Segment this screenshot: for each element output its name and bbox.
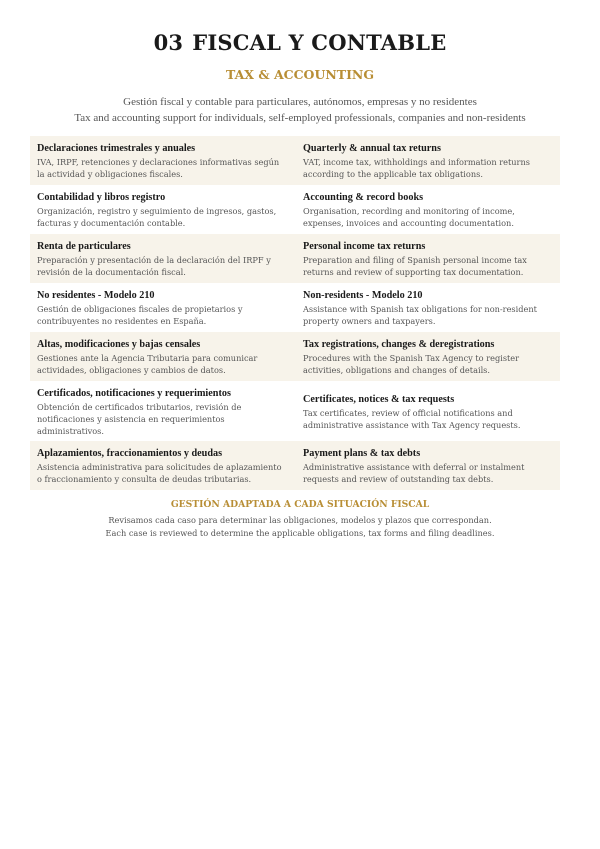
service-title-en: Tax registrations, changes & deregistrations [303,339,495,350]
section-subtitle: TAX & ACCOUNTING [225,67,375,82]
service-desc-es: Obtención de certificados tributarios, revisión de notificaciones y asistencia en requerimientos administrativos. [37,402,242,436]
service-cell-es [30,240,295,283]
service-desc-en: VAT, income tax, withholdings and information returns according to the applicable tax obligations. [303,157,530,179]
service-desc-es: IVA, IRPF, retenciones y declaraciones informativas según la actividad y obligaciones fiscales. [37,157,280,179]
intro-spanish: Gestión fiscal y contable para particulares, autónomos, empresas y no residentes [123,96,477,108]
service-cell-en [295,240,560,283]
service-title-en: Quarterly & annual tax returns [303,143,441,154]
service-title-es: Renta de particulares [37,241,131,252]
service-cell-es [30,191,295,234]
service-desc-en: Assistance with Spanish tax obligations for non-resident property owners and taxpayers. [303,304,537,326]
service-title-en: Payment plans & tax debts [303,448,421,459]
service-row [30,332,560,381]
service-desc-es: Gestión de obligaciones fiscales de propietarios y contribuyentes no residentes en España. [37,304,243,326]
service-title-en: Personal income tax returns [303,241,426,252]
service-desc-en: Preparation and filing of Spanish personal income tax returns and review of supporting tax documentation. [303,255,527,277]
service-desc-es: Organización, registro y seguimiento de ingresos, gastos, facturas y documentación contable. [37,206,277,228]
service-row [30,185,560,234]
service-row [30,283,560,332]
section-title: FISCAL Y CONTABLE [192,30,447,55]
service-desc-es: Gestiones ante la Agencia Tributaria para comunicar actividades, obligaciones y cambios de datos. [37,353,258,375]
service-cell-es [30,338,295,381]
service-cell-en [295,191,560,234]
service-title-en: Accounting & record books [303,192,424,203]
service-cell-es [30,447,295,490]
service-desc-es: Preparación y presentación de la declaración del IRPF y revisión de la documentación fiscal. [37,255,271,277]
service-row [30,441,560,490]
service-title-es: No residentes - Modelo 210 [37,290,155,301]
service-title-en: Non-residents - Modelo 210 [303,290,423,301]
services-table [30,136,560,490]
service-desc-en: Procedures with the Spanish Tax Agency to register activities, obligations and changes of details. [303,353,520,375]
service-cell-es [30,387,295,441]
service-desc-en: Organisation, recording and monitoring of income, expenses, invoices and accounting documentation. [303,206,515,228]
section-number: 03 [153,30,184,55]
service-row [30,234,560,283]
page-title [0,30,600,55]
footer-note-english: Each case is reviewed to determine the applicable obligations, tax forms and filing deadlines. [105,528,495,538]
service-row [30,136,560,185]
service-cell-en [295,338,560,381]
service-cell-en [295,142,560,185]
service-title-es: Declaraciones trimestrales y anuales [37,143,196,154]
service-cell-es [30,289,295,332]
service-title-es: Certificados, notificaciones y requerimientos [37,388,231,399]
service-desc-es: Asistencia administrativa para solicitudes de aplazamiento o fraccionamiento y consulta de deudas tributarias. [37,462,282,484]
service-cell-es [30,142,295,185]
service-cell-en [295,387,560,441]
service-title-en: Certificates, notices & tax requests [303,394,455,405]
service-cell-en [295,447,560,490]
service-cell-en [295,289,560,332]
service-row [30,381,560,441]
intro-english: Tax and accounting support for individuals, self-employed professionals, companies and non-residents [74,112,526,124]
footer-note-spanish: Revisamos cada caso para determinar las obligaciones, modelos y plazos que correspondan. [108,515,492,525]
service-title-es: Contabilidad y libros registro [37,192,166,203]
footer-title: GESTIÓN ADAPTADA A CADA SITUACIÓN FISCAL [170,499,430,510]
service-desc-en: Tax certificates, review of official notifications and administrative assistance with Tax Agency requests. [303,408,521,430]
service-desc-en: Administrative assistance with deferral or instalment requests and review of outstanding tax debts. [303,462,525,484]
service-title-es: Altas, modificaciones y bajas censales [37,339,201,350]
service-title-es: Aplazamientos, fraccionamientos y deudas [37,448,223,459]
